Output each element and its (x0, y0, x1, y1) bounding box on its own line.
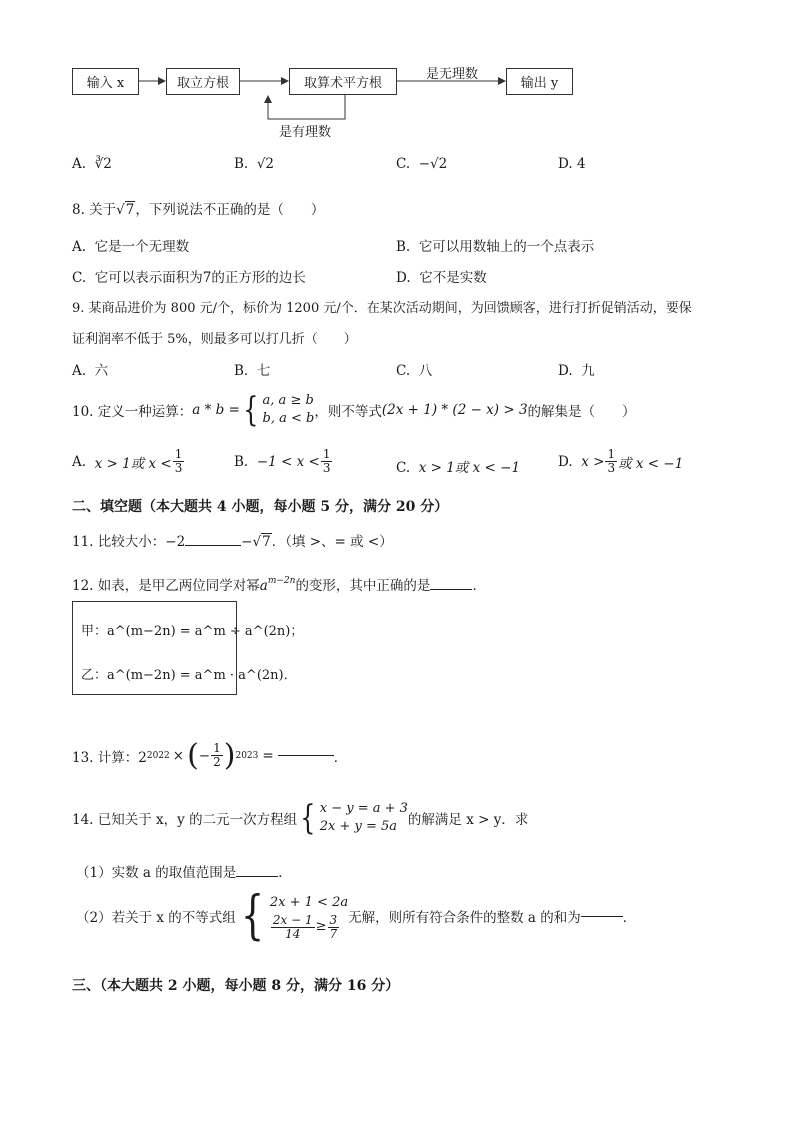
q7-option-a: A. ∛2 (72, 156, 112, 172)
q9-option-b: B. 七 (234, 363, 271, 379)
q12-row-jia: 甲：a^(m−2n) = a^m ÷ a^(2n)； (81, 624, 304, 639)
flow-input-label: 输入 x (86, 76, 125, 91)
q13-stem: 13. 计算：2 2022 × ( − $\frac{1}{2}$ ) 2023 = ． (72, 738, 348, 773)
q10-stem: 10. 定义一种运算： a * b = { a, a ≥ b b, a < b ，则不等式 (2x + 1) * (2 − x) > 3 的解集是（ ） (72, 390, 636, 430)
q7-option-d: D. 4 (558, 156, 586, 172)
arrow-loop-back (268, 95, 345, 119)
q8-option-b: B. 它可以用数轴上的一个点表示 (396, 239, 595, 255)
flow-irrational-label: 是无理数 (426, 67, 479, 82)
q14-equation-system: { x − y = a + 3 2x + y = 5a (300, 798, 408, 838)
q14-part1-blank[interactable] (236, 876, 278, 877)
q8-stem: 8. 关于√7，下列说法不正确的是（ ） (72, 202, 325, 218)
q12-row-yi: 乙：a^(m−2n) = a^m · a^(2n)． (81, 668, 297, 683)
q12-table (72, 601, 304, 695)
flow-arrows (0, 0, 794, 150)
q9-option-c: C. 八 (396, 363, 433, 379)
q8-option-a: A. 它是一个无理数 (72, 239, 190, 255)
q13-answer-blank[interactable] (278, 755, 334, 756)
section3-title: 三、（本大题共 2 小题，每小题 8 分，满分 16 分） (72, 978, 400, 994)
q8-option-c: C. 它可以表示面积为7的正方形的边长 (72, 270, 306, 286)
flow-rational-label: 是有理数 (279, 125, 332, 140)
q12-stem: 12. 如表，是甲乙两位同学对幂$a^{m-2n}$的变形，其中正确的是 ． (72, 576, 486, 594)
q8-option-d: D. 它不是实数 (396, 270, 487, 286)
q10-option-d: D. x > $\frac{1}{3}$ 或 x < −1 (558, 447, 684, 475)
q10-option-c: C. x > 1或 x < −1 (396, 460, 521, 476)
q10-piecewise: { a, a ≥ b b, a < b (243, 390, 315, 430)
q14-part1: （1）实数 a 的取值范围是 ． (76, 865, 292, 881)
q14-inequality-system: { 2x + 1 < 2a $\frac{2x - 1}{14}$ ≥ $\frac{3}{7}$ (240, 886, 349, 946)
q9-option-a: A. 六 (72, 363, 109, 379)
section2-title: 二、填空题（本大题共 4 小题，每小题 5 分，满分 20 分） (72, 499, 449, 515)
q10-option-b: B. −1 < x < $\frac{1}{3}$ (234, 447, 331, 475)
q11-answer-blank[interactable] (185, 545, 241, 546)
q14-part2-blank[interactable] (581, 916, 623, 917)
q11-stem: 11. 比较大小：−2 −√7．（填 >、= 或 <） (72, 534, 393, 550)
q7-option-b: B. √2 (234, 156, 275, 172)
q10-option-a: A. x > 1或 x < $\frac{1}{3}$ (72, 447, 183, 475)
flow-output-label: 输出 y (520, 76, 559, 91)
flow-sqrt-label: 取算术平方根 (303, 76, 382, 91)
q9-stem-line2: 证利润率不低于 5%，则最多可以打几折（ ） (72, 332, 357, 347)
q12-answer-blank[interactable] (430, 589, 472, 590)
flow-cuberoot-label: 取立方根 (176, 76, 229, 91)
q9-stem-line1: 9. 某商品进价为 800 元/个，标价为 1200 元/个．在某次活动期间，为回馈顾客，进行打折促销活动，要保 (72, 301, 692, 316)
q7-option-c: C. −√2 (396, 156, 448, 172)
q14-part2: （2）若关于 x 的不等式组 { 2x + 1 < 2a $\frac{2x - 1}{14}$ ≥ $\frac{3}{7}$ 无解，则所有符合条件的整数 a 的和为 ． (76, 886, 637, 946)
q9-option-d: D. 九 (558, 363, 595, 379)
q14-stem: 14. 已知关于 x，y 的二元一次方程组 { x − y = a + 3 2x + y = 5a 的解满足 x > y．求 (72, 798, 529, 838)
